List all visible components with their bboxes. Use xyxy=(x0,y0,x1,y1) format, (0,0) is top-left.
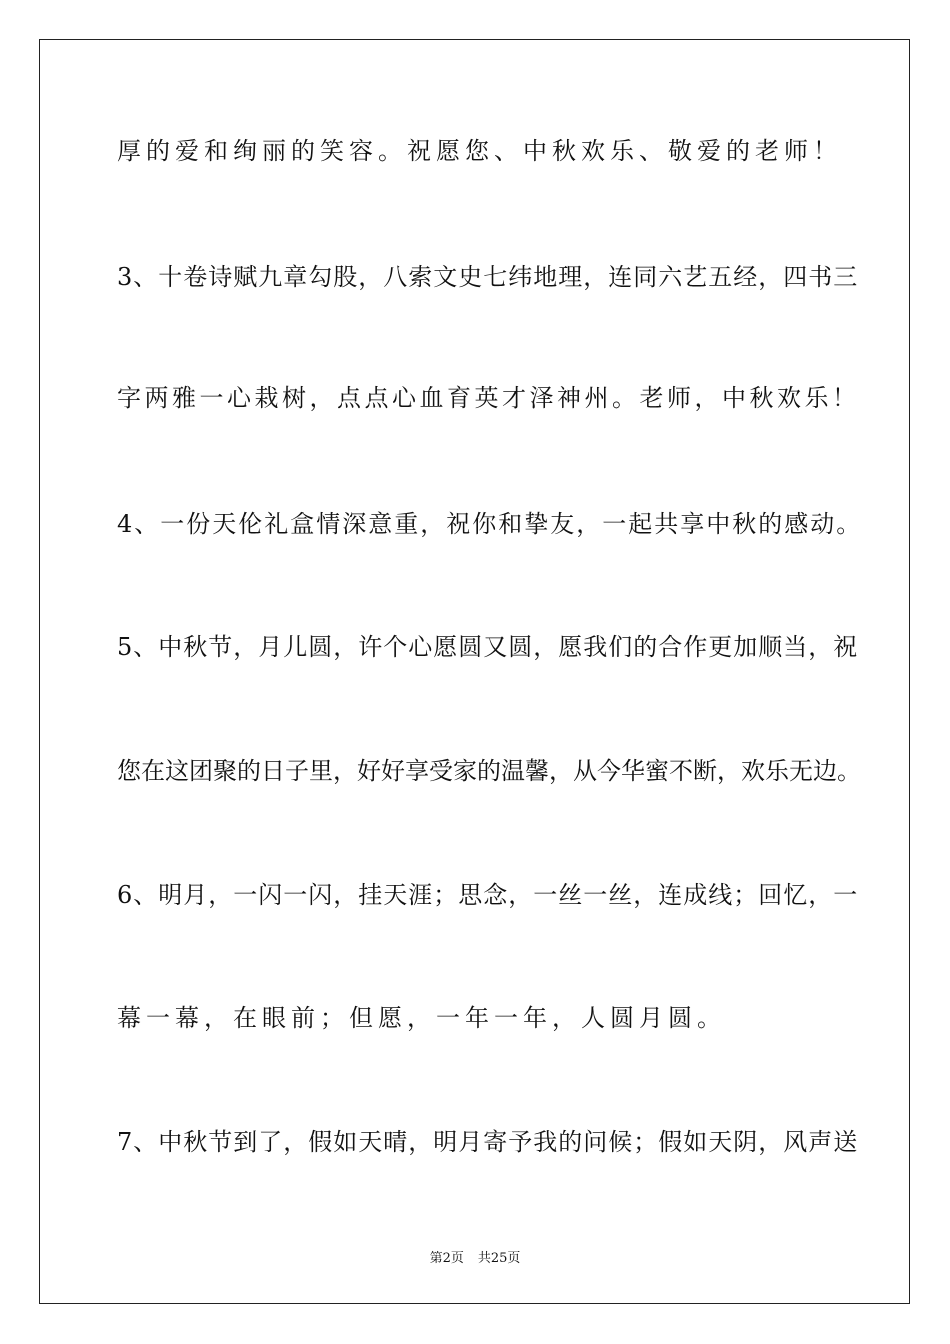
text-line-6: 您在这团聚的日子里，好好享受家的温馨，从今华蜜不断，欢乐无边。 xyxy=(117,757,861,785)
page-border xyxy=(39,39,910,1304)
page-footer xyxy=(0,1247,950,1266)
text-line-1: 厚的爱和绚丽的笑容。祝愿您、中秋欢乐、敬爱的老师！ xyxy=(117,137,842,165)
text-line-7: 6、明月，一闪一闪，挂天涯；思念，一丝一丝，连成线；回忆，一 xyxy=(117,881,859,909)
text-line-2: 3、十卷诗赋九章勾股，八索文史七纬地理，连同六艺五经，四书三 xyxy=(117,263,859,291)
page-total: 共25页 xyxy=(477,1251,521,1266)
page-number: 第2页 xyxy=(429,1251,464,1266)
text-line-5: 5、中秋节，月儿圆，许个心愿圆又圆，愿我们的合作更加顺当，祝 xyxy=(117,633,859,661)
text-line-8: 幕一幕，在眼前；但愿，一年一年，人圆月圆。 xyxy=(117,1004,726,1032)
text-line-4: 4、一份天伦礼盒情深意重，祝你和挚友，一起共享中秋的感动。 xyxy=(117,510,863,538)
text-line-9: 7、中秋节到了，假如天晴，明月寄予我的问候；假如天阴，风声送 xyxy=(117,1128,859,1156)
text-line-3: 字两雅一心栽树，点点心血育英才泽神州。老师，中秋欢乐！ xyxy=(117,384,860,412)
